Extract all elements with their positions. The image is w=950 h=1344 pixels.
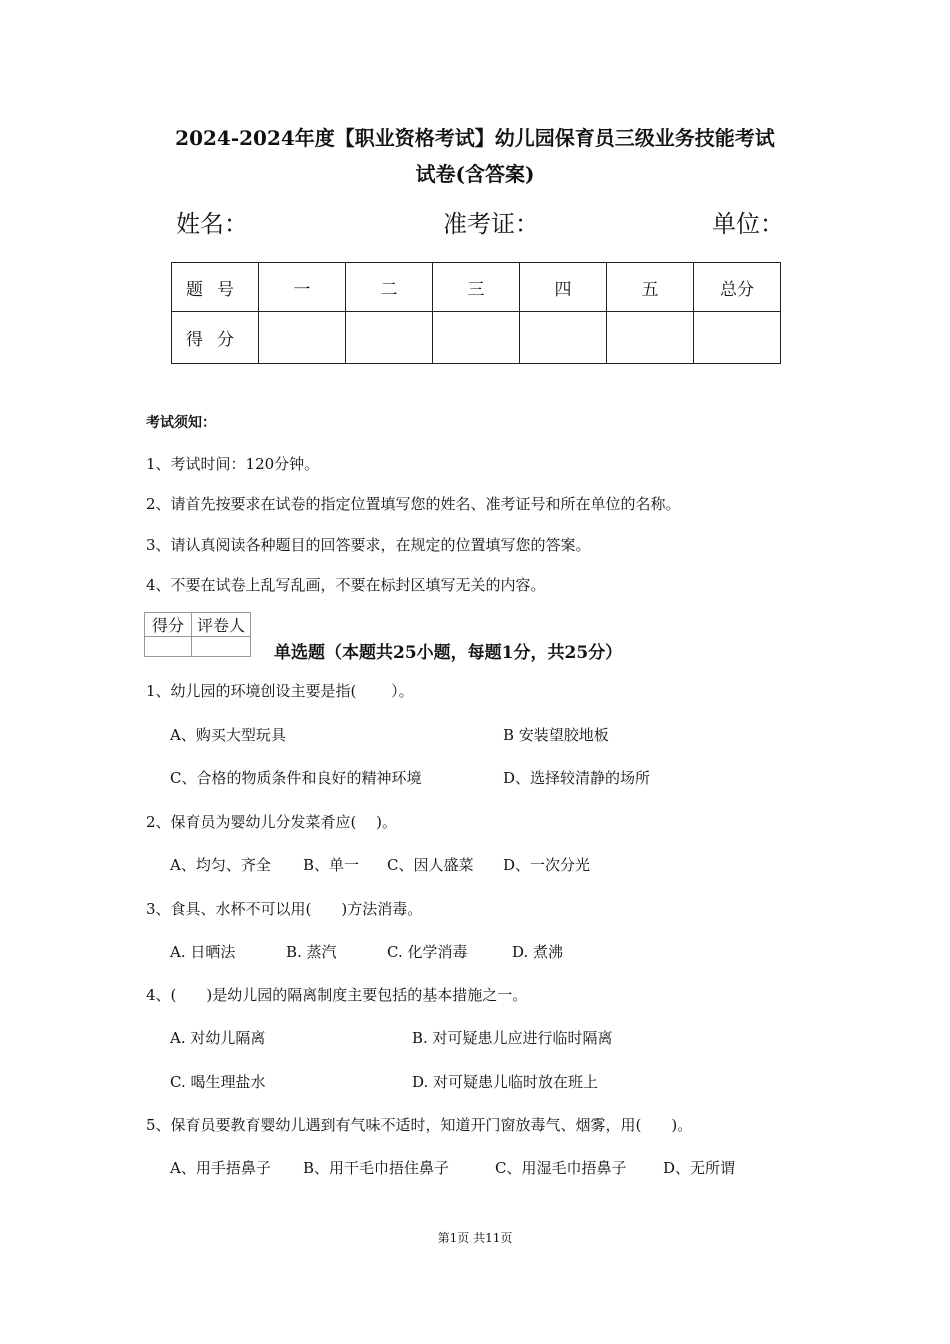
answer-option[interactable]: A. 日晒法 <box>170 943 236 961</box>
question-stem: 3、食具、水杯不可以用( )方法消毒。 <box>146 900 423 918</box>
score-cell[interactable] <box>346 312 433 364</box>
grader-box-score-label: 得分 <box>145 613 192 637</box>
answer-option[interactable]: C. 喝生理盐水 <box>170 1073 266 1091</box>
score-column-header: 四 <box>520 263 607 312</box>
answer-option[interactable]: D. 对可疑患儿临时放在班上 <box>412 1073 599 1091</box>
answer-option[interactable]: B. 蒸汽 <box>286 943 337 961</box>
answer-option[interactable]: C、因人盛菜 <box>387 856 474 874</box>
score-column-header: 二 <box>346 263 433 312</box>
answer-option[interactable]: B、用干毛巾捂住鼻子 <box>303 1159 450 1177</box>
answer-option[interactable]: D、无所谓 <box>663 1159 736 1177</box>
answer-option[interactable]: A、购买大型玩具 <box>170 726 286 744</box>
answer-option[interactable]: D. 煮沸 <box>512 943 564 961</box>
score-cell[interactable] <box>433 312 520 364</box>
question-stem: 2、保育员为婴幼儿分发菜肴应( )。 <box>146 813 398 831</box>
score-table <box>171 262 781 364</box>
question-stem: 5、保育员要教育婴幼儿遇到有气味不适时，知道开门窗放毒气、烟雾，用( )。 <box>146 1116 693 1134</box>
answer-option[interactable]: B. 对可疑患儿应进行临时隔离 <box>412 1029 613 1047</box>
answer-option[interactable]: D、一次分光 <box>503 856 591 874</box>
answer-option[interactable]: B、单一 <box>303 856 360 874</box>
notice-item: 3、请认真阅读各种题目的回答要求，在规定的位置填写您的答案。 <box>146 536 591 554</box>
score-cell[interactable] <box>694 312 781 364</box>
question-stem: 1、幼儿园的环境创设主要是指( ）。 <box>146 682 414 700</box>
score-cell[interactable] <box>520 312 607 364</box>
grader-box-score-cell[interactable] <box>145 637 192 657</box>
score-cell[interactable] <box>259 312 346 364</box>
score-column-header: 总分 <box>694 263 781 312</box>
score-column-header: 五 <box>607 263 694 312</box>
score-column-header: 一 <box>259 263 346 312</box>
score-label: 得分 <box>172 312 259 364</box>
score-column-header: 三 <box>433 263 520 312</box>
score-cell[interactable] <box>607 312 694 364</box>
answer-option[interactable]: A. 对幼儿隔离 <box>170 1029 266 1047</box>
question-number-label: 题号 <box>172 263 259 312</box>
question-stem: 4、( )是幼儿园的隔离制度主要包括的基本措施之一。 <box>146 986 528 1004</box>
score-table-score-row <box>172 312 781 364</box>
answer-option[interactable]: B 安装望胶地板 <box>503 726 609 744</box>
notice-item: 2、请首先按要求在试卷的指定位置填写您的姓名、准考证号和所在单位的名称。 <box>146 495 681 513</box>
page-number: 第1页 共11页 <box>437 1231 513 1245</box>
name-field-label: 姓名： <box>176 210 248 238</box>
grader-box <box>144 612 251 657</box>
answer-option[interactable]: C、合格的物质条件和良好的精神环境 <box>170 769 422 787</box>
answer-option[interactable]: C. 化学消毒 <box>387 943 468 961</box>
unit-field-label: 单位： <box>712 210 784 238</box>
notice-item: 4、不要在试卷上乱写乱画，不要在标封区填写无关的内容。 <box>146 576 546 594</box>
notice-heading: 考试须知： <box>146 415 216 431</box>
section-heading: 单选题（本题共25小题，每题1分，共25分） <box>274 643 623 663</box>
exam-title-line1: 2024-2024年度【职业资格考试】幼儿园保育员三级业务技能考试 <box>175 126 775 150</box>
answer-option[interactable]: A、用手捂鼻子 <box>170 1159 271 1177</box>
grader-box-grader-cell[interactable] <box>192 637 251 657</box>
answer-option[interactable]: A、均匀、齐全 <box>170 856 271 874</box>
notice-item: 1、考试时间：120分钟。 <box>146 455 320 473</box>
exam-title-line2: 试卷(含答案) <box>415 162 535 186</box>
score-table-header-row <box>172 263 781 312</box>
answer-option[interactable]: D、选择较清静的场所 <box>503 769 651 787</box>
grader-box-grader-label: 评卷人 <box>192 613 251 637</box>
exam-id-field-label: 准考证： <box>443 210 539 238</box>
answer-option[interactable]: C、用湿毛巾捂鼻子 <box>495 1159 627 1177</box>
